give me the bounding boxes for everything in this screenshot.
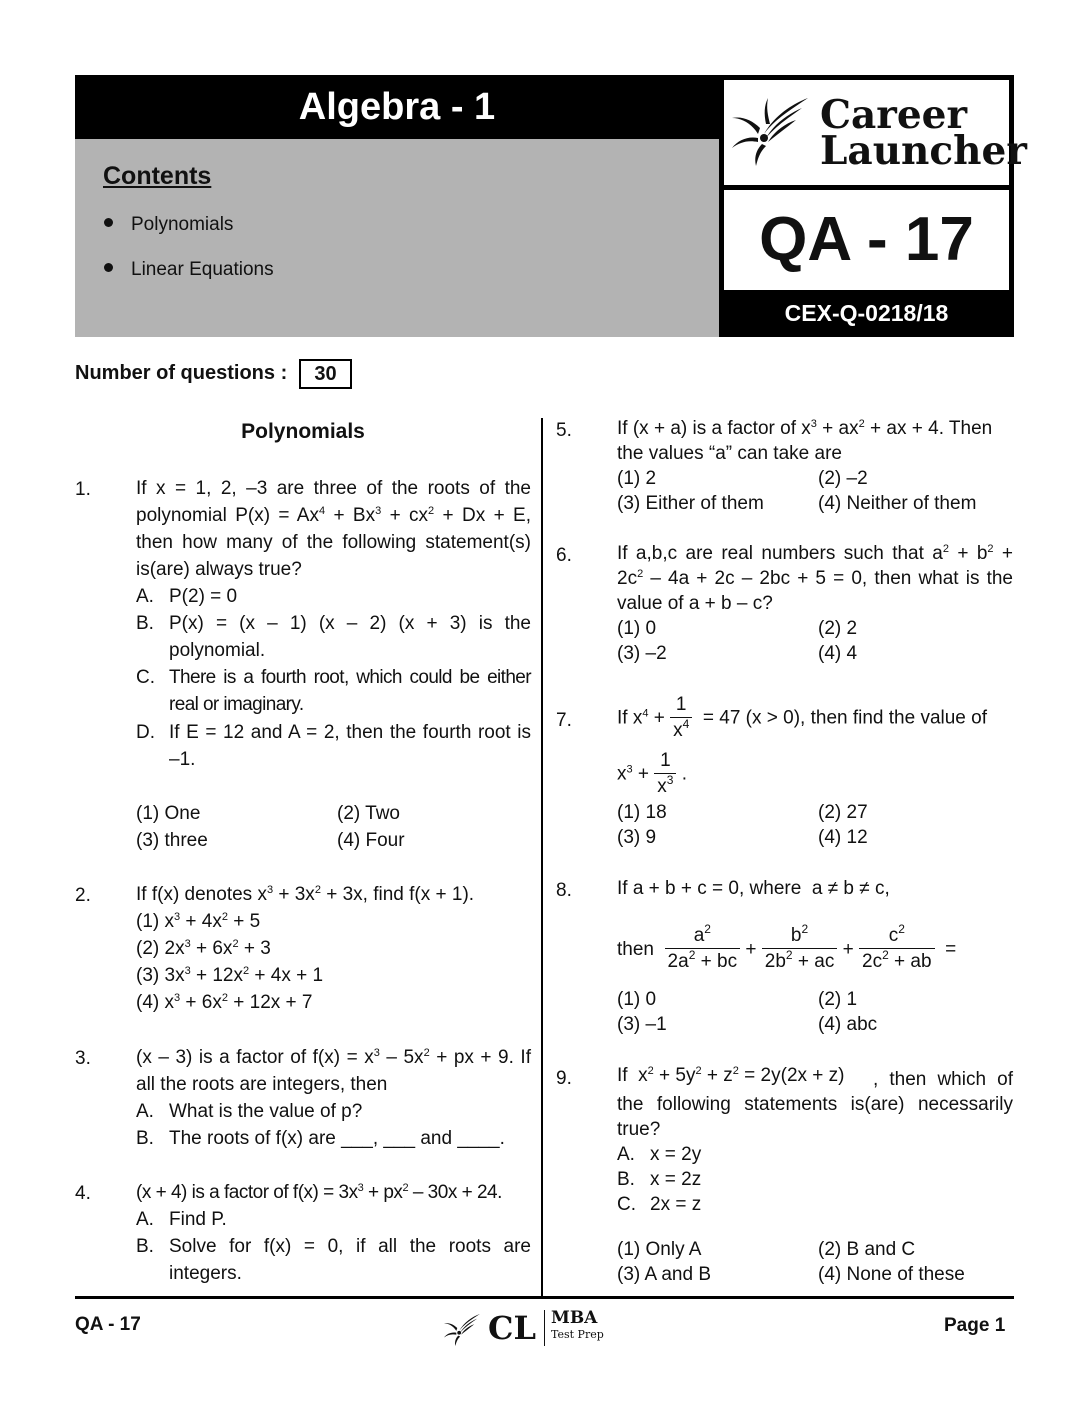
answer-option: (4) Four (337, 830, 405, 851)
fraction: $\frac{1}{x^4}$ (670, 693, 692, 744)
answer-option: (3) $3x^3 + 12x^2 + 4x + 1$ (136, 965, 324, 986)
question-5-stem: If (x + a) is a factor of $x^3 + ax^2$ + ax + 4. Then the values “a” can take are (617, 418, 993, 464)
question-number: 6. (556, 545, 572, 566)
answer-option: (1) Only A (617, 1239, 702, 1260)
statement-text: There is a fourth root, which could be either real or imaginary. (169, 667, 531, 715)
answer-option: (2) $2x^3 + 6x^2 + 3$ (136, 938, 271, 959)
fraction: $\frac{a^2}{2a^2 + bc}$ (665, 924, 741, 975)
answer-option: (1) One (136, 803, 201, 824)
fraction: $\frac{1}{x^3}$ (654, 749, 676, 800)
statement-text: Find P. (169, 1209, 227, 1230)
answer-option: (2) 2 (818, 618, 858, 639)
answer-option: (2) –2 (818, 468, 868, 489)
statement-text: Solve for f(x) = 0, if all the roots are integers. (169, 1236, 531, 1284)
answer-option: (1) 0 (617, 618, 657, 639)
answer-option: (4) Neither of them (818, 493, 977, 514)
statement-label: A. (136, 1209, 154, 1230)
statement-text: If E = 12 and A = 2, then the fourth root is –1. (169, 722, 531, 770)
footer-code: QA - 17 (75, 1314, 141, 1335)
statement-text: P(x) = (x – 1) (x – 2) (x + 3) is the polynomial. (169, 613, 531, 661)
page-title: Algebra - 1 (298, 86, 496, 128)
statement-label: B. (136, 613, 154, 634)
statement-label: B. (617, 1169, 635, 1190)
question-8-expression: then $\frac{a^2}{2a^2 + bc}$ + $\frac{b^2}{2b^2 + ac}$ + $\frac{c^2}{2c^2 + ab}$ = (617, 924, 956, 975)
column-divider (541, 418, 543, 1296)
statement-text: P(2) = 0 (169, 586, 238, 607)
statement-label: B. (136, 1236, 154, 1257)
career-launcher-swirl-icon (440, 1312, 484, 1346)
footer-logo-test-prep: Test Prep (551, 1328, 604, 1341)
answer-option: (3) –1 (617, 1014, 667, 1035)
question-8-stem: If a + b + c = 0, where a ≠ b ≠ c, (617, 878, 890, 899)
statement-text: x = 2z (650, 1169, 702, 1190)
question-3-stem: (x – 3) is a factor of $f(x) = x^3 - 5x^2$ + px + 9. If all the roots are integers, then (136, 1047, 531, 1095)
brand-name-line2: Launcher (820, 128, 1027, 174)
question-1-stem: If x = 1, 2, –3 are three of the roots of the polynomial $P(x) = Ax^4 + Bx^3 + cx^2 + Dx + E$, then how many of the following statement(s) is(are) always true? (136, 478, 531, 580)
statement-label: A. (617, 1144, 635, 1165)
question-9-equation: If $x^2 + 5y^2 + z^2 = 2y(2x + z)$ (617, 1065, 845, 1086)
answer-option: (4) 4 (818, 643, 858, 664)
page-number: Page 1 (944, 1315, 1006, 1336)
num-questions-label: Number of questions : (75, 362, 288, 384)
question-number: 1. (75, 479, 91, 500)
answer-option: (1) 2 (617, 468, 657, 489)
question-7-expression: $x^3$ + $\frac{1}{x^3}$ . (617, 749, 687, 800)
answer-option: (3) Either of them (617, 493, 764, 514)
question-number: 9. (556, 1068, 572, 1089)
contents-heading: Contents (103, 162, 212, 190)
footer-logo (440, 1308, 610, 1348)
answer-option: (3) 9 (617, 827, 657, 848)
answer-option: (4) 12 (818, 827, 868, 848)
bullet-icon (104, 263, 113, 272)
question-7-stem: If $x^4$ + $\frac{1}{x^4}$ = 47 (x > 0), then find the value of (617, 693, 1017, 744)
statement-text: x = 2y (650, 1144, 702, 1165)
answer-option: (3) A and B (617, 1264, 712, 1285)
contents-item: Polynomials (104, 214, 233, 236)
statement-label: D. (136, 722, 155, 743)
question-4-stem: (x + 4) is a factor of $f(x) = 3x^3 + px^2 - 30x + 24$. (136, 1182, 502, 1203)
answer-option: (1) 0 (617, 989, 657, 1010)
section-title: Polynomials (241, 420, 365, 443)
footer-logo-cl: CL (488, 1309, 536, 1347)
answer-option: (1) 18 (617, 802, 667, 823)
module-code: QA - 17 (759, 205, 974, 274)
answer-option: (4) $x^3 + 6x^2 + 12x + 7$ (136, 992, 313, 1013)
answer-option: (2) B and C (818, 1239, 916, 1260)
statement-label: A. (136, 1101, 154, 1122)
question-number: 5. (556, 420, 572, 441)
question-number: 2. (75, 885, 91, 906)
question-number: 7. (556, 710, 572, 731)
statement-label: A. (136, 586, 154, 607)
footer-logo-divider (544, 1310, 545, 1346)
question-2-stem: If f(x) denotes $x^3 + 3x^2 + 3x$, find f(x + 1). (136, 884, 475, 905)
question-9-stem: , then which of the following statements is(are) necessarily true? (617, 1069, 1013, 1140)
answer-option: (2) Two (337, 803, 401, 824)
answer-option: (2) 1 (818, 989, 858, 1010)
statement-label: C. (136, 667, 155, 688)
statement-label: C. (617, 1194, 636, 1215)
answer-option: (4) None of these (818, 1264, 965, 1285)
contents-item: Linear Equations (104, 259, 274, 281)
footer-logo-mba: MBA (551, 1308, 598, 1328)
question-number: 3. (75, 1048, 91, 1069)
answer-option: (3) three (136, 830, 208, 851)
document-id: CEX-Q-0218/18 (784, 300, 949, 326)
num-questions-value: 30 (299, 359, 352, 389)
statement-text: What is the value of p? (169, 1101, 363, 1122)
answer-option: (2) 27 (818, 802, 868, 823)
fraction: $\frac{b^2}{2b^2 + ac}$ (762, 924, 838, 975)
career-launcher-swirl-icon (730, 94, 810, 166)
statement-text: 2x = z (650, 1194, 702, 1215)
footer-rule (75, 1296, 1014, 1299)
question-6-stem: If a,b,c are real numbers such that $a^2 + b^2 + 2c^2 - 4a + 2c - 2bc + 5 = 0$, then what is the value of a + b – c? (617, 543, 1013, 614)
question-number: 4. (75, 1183, 91, 1204)
answer-option: (3) –2 (617, 643, 667, 664)
answer-option: (4) abc (818, 1014, 878, 1035)
brand-name-line1: Career (820, 92, 968, 138)
bullet-icon (104, 218, 113, 227)
question-number: 8. (556, 880, 572, 901)
statement-label: B. (136, 1128, 154, 1149)
fraction: $\frac{c^2}{2c^2 + ab}$ (859, 924, 935, 975)
answer-option: (1) $x^3 + 4x^2 + 5$ (136, 911, 261, 932)
statement-text: The roots of f(x) are ___, ___ and ____. (169, 1128, 505, 1149)
brand-logo (724, 80, 1027, 185)
